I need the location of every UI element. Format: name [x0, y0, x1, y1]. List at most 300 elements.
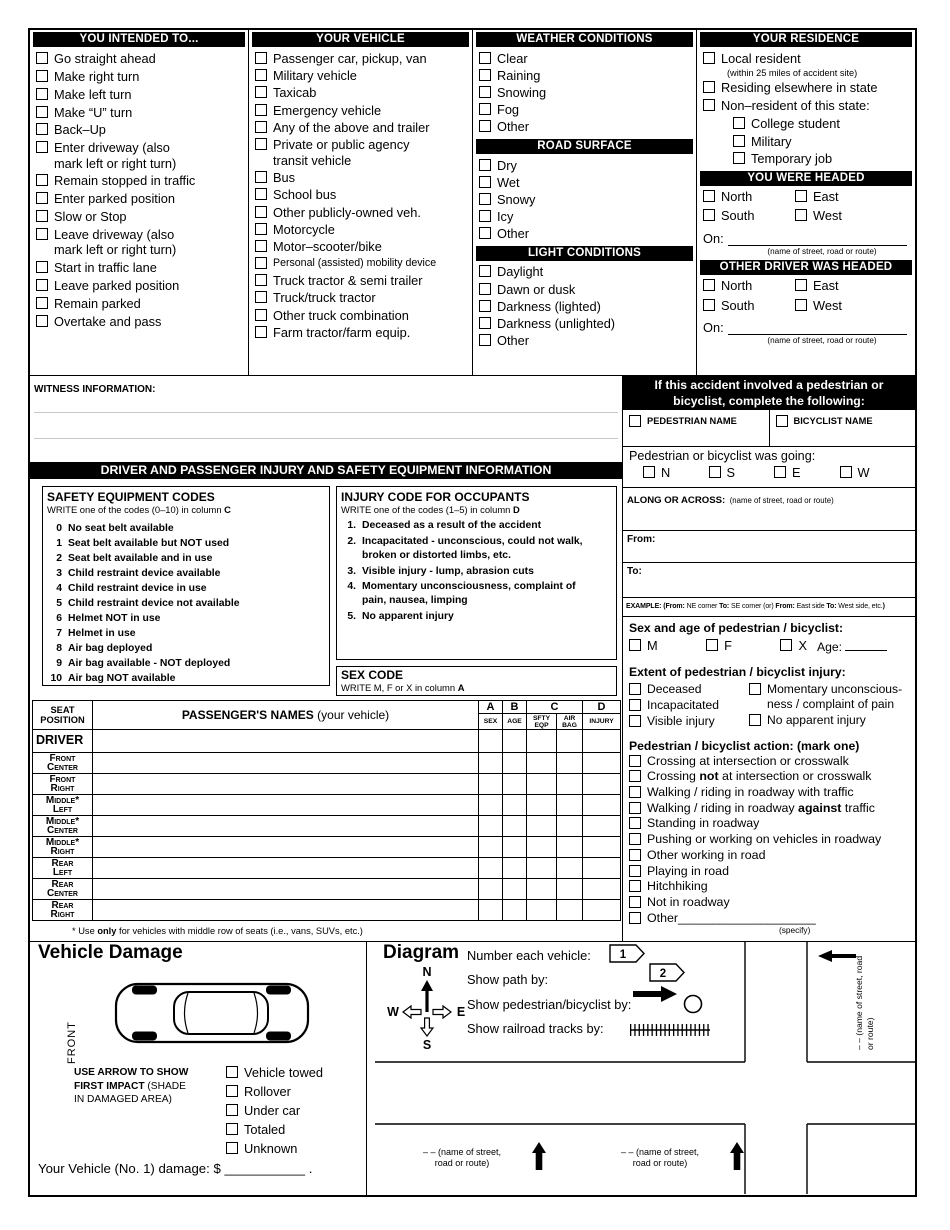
checkbox[interactable]: [479, 193, 491, 205]
checkbox-label: Icy: [497, 209, 514, 225]
checkbox[interactable]: [226, 1142, 238, 1154]
pedestrian-name-field[interactable]: [623, 410, 769, 446]
compass-w-label: W: [387, 1005, 399, 1019]
checkbox[interactable]: [255, 223, 267, 235]
safety-eqp-cell[interactable]: [527, 858, 557, 879]
checkbox[interactable]: [629, 715, 641, 727]
caption-line2: FIRST IMPACT (SHADE: [74, 1080, 186, 1092]
writing-line: [34, 412, 618, 413]
checkbox[interactable]: [703, 99, 715, 111]
checkbox-label: Truck tractor & semi trailer: [273, 273, 423, 289]
injury-cell[interactable]: [583, 837, 621, 858]
injury-cell[interactable]: [583, 858, 621, 879]
checkbox[interactable]: [255, 138, 267, 150]
safety-eqp-cell[interactable]: [527, 730, 557, 753]
checkbox-item: [795, 278, 915, 294]
checkbox-item: [479, 264, 694, 280]
injury-cell[interactable]: [583, 730, 621, 753]
code-item: [47, 567, 325, 581]
checkbox-label: Personal (assisted) mobility device: [273, 257, 437, 270]
checkbox-item: [36, 87, 246, 103]
you-headed-street-field[interactable]: [728, 233, 907, 246]
compass: [387, 965, 465, 1052]
age-cell[interactable]: [503, 774, 527, 795]
middle-section: [30, 376, 915, 942]
checkbox-label: Not in roadway: [647, 894, 730, 909]
checkbox[interactable]: [706, 639, 718, 651]
residence-column: [697, 30, 915, 375]
checkbox[interactable]: [36, 141, 48, 153]
checkbox[interactable]: [36, 315, 48, 327]
extent-options: [629, 681, 909, 730]
seat-position: Middle* Center: [33, 816, 93, 837]
checkbox[interactable]: [795, 299, 807, 311]
checkbox-label: West: [813, 208, 842, 224]
checkbox[interactable]: [479, 69, 491, 81]
checkbox[interactable]: [255, 104, 267, 116]
checkbox-item: [795, 208, 915, 224]
checkbox[interactable]: [479, 176, 491, 188]
air-bag-cell[interactable]: [557, 730, 583, 753]
checkbox[interactable]: [629, 896, 641, 908]
checkbox-item: [255, 103, 470, 119]
injury-section-title: DRIVER AND PASSENGER INJURY AND SAFETY EQUIPMENT INFORMATION: [30, 462, 622, 479]
checkbox-item: [703, 98, 913, 114]
passenger-name-cell[interactable]: [93, 730, 479, 753]
ped-along-section[interactable]: [623, 488, 915, 531]
sex-cell[interactable]: [479, 795, 503, 816]
checkbox[interactable]: [629, 849, 641, 861]
sex-cell[interactable]: [479, 900, 503, 921]
checkbox-item: [629, 698, 749, 712]
ped-extent-section: [623, 663, 915, 737]
compass-e-label: E: [456, 1005, 466, 1019]
checkbox[interactable]: [780, 639, 792, 651]
checkbox-item: [629, 816, 909, 831]
age-cell[interactable]: [503, 900, 527, 921]
checkbox[interactable]: [36, 279, 48, 291]
sex-cell[interactable]: [479, 730, 503, 753]
pedestrian-panel: [623, 376, 915, 941]
safety-eqp-cell[interactable]: [527, 816, 557, 837]
to-label: To:: [627, 566, 642, 577]
safety-eqp-cell[interactable]: [527, 900, 557, 921]
checkbox-item: [629, 801, 909, 816]
checkbox-label: Dawn or dusk: [497, 281, 576, 297]
checkbox-label: Under car: [244, 1103, 301, 1119]
code-item: [341, 580, 612, 608]
safety-eqp-cell[interactable]: [527, 795, 557, 816]
checkbox[interactable]: [479, 283, 491, 295]
checkbox[interactable]: [629, 755, 641, 767]
passenger-name-cell[interactable]: [93, 816, 479, 837]
checkbox-item: [479, 102, 694, 118]
checkbox[interactable]: [629, 786, 641, 798]
checkbox[interactable]: [255, 274, 267, 286]
checkbox-label: S: [726, 465, 736, 480]
you-headed-directions: [697, 187, 915, 226]
passenger-table: [32, 700, 621, 921]
safety-eqp-cell[interactable]: [527, 753, 557, 774]
checkbox-item: [255, 256, 470, 271]
checkbox-label: Motor–scooter/bike: [273, 239, 382, 255]
code-item: [47, 642, 325, 656]
code-text: Air bag deployed: [68, 643, 153, 654]
sex-cell[interactable]: [479, 774, 503, 795]
vehicle-damage-panel: [30, 942, 367, 1195]
other-driver-directions: [697, 276, 915, 315]
sex-code-title: SEX CODE: [341, 668, 404, 682]
checkbox-item: [479, 158, 694, 174]
checkbox-item: [733, 116, 913, 132]
checkbox[interactable]: [629, 770, 641, 782]
checkbox-label: Crossing not at intersection or crosswalk: [647, 769, 872, 784]
injury-cell[interactable]: [583, 795, 621, 816]
code-text: Momentary unconsciousness, complaint of pain, nausea, limping: [362, 581, 576, 607]
checkbox-item: [255, 290, 470, 306]
safety-eqp-cell[interactable]: [527, 879, 557, 900]
west-arrow: [403, 1006, 421, 1018]
checkbox[interactable]: [226, 1123, 238, 1135]
checkbox-item: [36, 296, 246, 312]
checkbox-item: [36, 209, 246, 225]
seat-row: [33, 730, 621, 753]
injury-cell[interactable]: [583, 879, 621, 900]
checkbox[interactable]: [36, 123, 48, 135]
safety-eqp-cell[interactable]: [527, 837, 557, 858]
age-cell[interactable]: [503, 730, 527, 753]
code-number: 9: [56, 658, 62, 669]
car-cabin: [174, 992, 268, 1034]
checkbox-label: Remain stopped in traffic: [54, 173, 196, 189]
code-item: [341, 565, 612, 579]
checkbox[interactable]: [749, 683, 761, 695]
vehicle-checklist: [249, 48, 472, 341]
code-number: 3: [56, 568, 62, 579]
checkbox[interactable]: [226, 1066, 238, 1078]
checkbox-label: North: [721, 278, 753, 294]
checkbox-item: [703, 298, 795, 314]
checkbox[interactable]: [255, 206, 267, 218]
checkbox-item: [629, 638, 658, 654]
checkbox-label: Snowing: [497, 84, 547, 100]
passenger-name-cell[interactable]: [93, 858, 479, 879]
seat-position: Rear Right: [33, 900, 93, 921]
checkbox[interactable]: [255, 69, 267, 81]
air-bag-cell[interactable]: [557, 774, 583, 795]
checkbox-label: M: [647, 638, 658, 653]
checkbox[interactable]: [36, 297, 48, 309]
code-item: [47, 657, 325, 671]
checkbox-item: [479, 333, 694, 349]
checkbox-label: North: [721, 188, 753, 204]
safety-codes-title: SAFETY EQUIPMENT CODES: [47, 490, 215, 504]
air-bag-cell[interactable]: [557, 858, 583, 879]
air-bag-cell[interactable]: [557, 879, 583, 900]
checkbox-label: South: [721, 208, 755, 224]
safety-eqp-subheader: SFTY EQP: [527, 714, 557, 730]
checkbox[interactable]: [255, 257, 267, 269]
checkbox-label: West: [813, 297, 842, 313]
vehicle-2-number: 2: [659, 968, 667, 980]
passenger-name-cell[interactable]: [93, 774, 479, 795]
checkbox-label: College student: [751, 115, 840, 131]
checkbox[interactable]: [36, 192, 48, 204]
checkbox-label: Pushing or working on vehicles in roadway: [647, 832, 882, 847]
checkbox-item: [479, 282, 694, 298]
seat-row: [33, 816, 621, 837]
sex-cell[interactable]: [479, 837, 503, 858]
injury-cell[interactable]: [583, 900, 621, 921]
checkbox-item: [749, 682, 909, 711]
sex-cell[interactable]: [479, 879, 503, 900]
checkbox[interactable]: [479, 317, 491, 329]
checkbox[interactable]: [255, 240, 267, 252]
checkbox-item: [749, 713, 909, 727]
sex-cell[interactable]: [479, 858, 503, 879]
code-text: Helmet in use: [68, 628, 136, 639]
checkbox[interactable]: [36, 88, 48, 100]
checkbox[interactable]: [479, 227, 491, 239]
checkbox-item: [255, 325, 470, 341]
checkbox-item: [479, 119, 694, 135]
checkbox[interactable]: [629, 699, 641, 711]
checkbox[interactable]: [795, 209, 807, 221]
checkbox[interactable]: [255, 121, 267, 133]
checkbox[interactable]: [36, 261, 48, 273]
age-cell[interactable]: [503, 816, 527, 837]
on-label: On:: [703, 320, 724, 336]
air-bag-cell[interactable]: [557, 816, 583, 837]
checkbox-item: [479, 316, 694, 332]
street-note-line2: road or route): [632, 1157, 688, 1168]
checkbox[interactable]: [36, 70, 48, 82]
checkbox[interactable]: [629, 833, 641, 845]
checkbox-item: [733, 151, 913, 167]
checkbox-item: [255, 68, 470, 84]
air-bag-cell[interactable]: [557, 900, 583, 921]
checkbox-item: [255, 137, 470, 168]
seat-position: Front Center: [33, 753, 93, 774]
light-conditions-header: LIGHT CONDITIONS: [476, 246, 693, 261]
checkbox[interactable]: [774, 466, 786, 478]
checkbox[interactable]: [479, 159, 491, 171]
passenger-name-cell[interactable]: [93, 795, 479, 816]
sex-cell[interactable]: [479, 816, 503, 837]
injury-cell[interactable]: [583, 774, 621, 795]
checkbox[interactable]: [643, 466, 655, 478]
age-cell[interactable]: [503, 858, 527, 879]
age-field: [817, 640, 887, 654]
witness-information-area[interactable]: [30, 376, 622, 462]
checkbox[interactable]: [255, 291, 267, 303]
checkbox-label: Incapacitated: [647, 698, 719, 713]
you-headed-on-row: [703, 231, 907, 246]
checkbox-item: [255, 239, 470, 255]
injury-cell[interactable]: [583, 816, 621, 837]
checkbox-label: N: [661, 465, 671, 480]
air-bag-cell[interactable]: [557, 753, 583, 774]
checkbox[interactable]: [629, 865, 641, 877]
checkbox-label: Overtake and pass: [54, 313, 162, 329]
checkbox[interactable]: [479, 103, 491, 115]
from-label: From:: [627, 534, 656, 545]
checkbox-item: [36, 227, 246, 258]
checkbox[interactable]: [479, 300, 491, 312]
checkbox[interactable]: [703, 52, 715, 64]
checkbox[interactable]: [36, 106, 48, 118]
code-item: [47, 522, 325, 536]
injury-codes-list: [341, 519, 612, 624]
age-cell[interactable]: [503, 879, 527, 900]
passenger-name-cell[interactable]: [93, 837, 479, 858]
checkbox[interactable]: [255, 188, 267, 200]
ped-action-section: [623, 737, 915, 941]
checkbox[interactable]: [629, 817, 641, 829]
checkbox[interactable]: [629, 683, 641, 695]
checkbox[interactable]: [703, 299, 715, 311]
sex-subheader: SEX: [479, 714, 503, 730]
safety-eqp-cell[interactable]: [527, 774, 557, 795]
code-text: Child restraint device in use: [68, 583, 207, 594]
checkbox-label: Playing in road: [647, 863, 729, 878]
checkbox[interactable]: [255, 52, 267, 64]
checkbox[interactable]: [703, 81, 715, 93]
checkbox[interactable]: [703, 190, 715, 202]
checkbox-label: Residing elsewhere in state: [721, 80, 878, 96]
damage-amount-field[interactable]: Your Vehicle (No. 1) damage: $ ___________ .: [38, 1161, 313, 1176]
code-text: Child restraint device not available: [68, 598, 240, 609]
seat-row: [33, 837, 621, 858]
checkbox-label: F: [724, 638, 732, 653]
checkbox[interactable]: [226, 1085, 238, 1097]
extent-right-column: [749, 681, 909, 730]
checkbox[interactable]: [36, 174, 48, 186]
checkbox[interactable]: [629, 880, 641, 892]
sex-cell[interactable]: [479, 753, 503, 774]
checkbox-item: [36, 260, 246, 276]
damage-caption: [74, 1066, 224, 1107]
damage-options: [226, 1062, 323, 1160]
checkbox-label: Walking / riding in roadway against traffic: [647, 800, 875, 815]
code-number: 1.: [347, 520, 356, 531]
other-driver-street-field[interactable]: [728, 322, 907, 335]
checkbox[interactable]: [479, 120, 491, 132]
age-cell[interactable]: [503, 837, 527, 858]
checkbox[interactable]: [36, 210, 48, 222]
injury-cell[interactable]: [583, 753, 621, 774]
age-cell[interactable]: [503, 753, 527, 774]
ped-name-fields: [623, 410, 915, 447]
code-number: 5.: [347, 611, 356, 623]
age-cell[interactable]: [503, 795, 527, 816]
checkbox[interactable]: [36, 52, 48, 64]
checkbox[interactable]: [36, 228, 48, 240]
pedestrian-name-checkbox[interactable]: [629, 415, 641, 427]
show-railroad-label: Show railroad tracks by:: [467, 1021, 604, 1036]
passenger-name-cell[interactable]: [93, 879, 479, 900]
checkbox[interactable]: [479, 334, 491, 346]
checkbox[interactable]: [733, 152, 745, 164]
ped-to-field[interactable]: [623, 563, 915, 598]
checkbox-item: [774, 465, 840, 481]
checkbox[interactable]: [709, 466, 721, 478]
checkbox[interactable]: [255, 309, 267, 321]
column-b-header: B: [503, 701, 527, 714]
checkbox-item: [780, 638, 807, 654]
caption-line1: USE ARROW TO SHOW: [74, 1067, 189, 1078]
checkbox[interactable]: [479, 52, 491, 64]
seat-position: Front Right: [33, 774, 93, 795]
seat-row: [33, 795, 621, 816]
checkbox[interactable]: [795, 279, 807, 291]
code-text: No seat belt available: [68, 523, 174, 534]
seat-row: [33, 753, 621, 774]
checkbox-label: Remain parked: [54, 295, 141, 311]
checkbox-item: [479, 175, 694, 191]
checkbox-label: South: [721, 297, 755, 313]
checkbox[interactable]: [479, 265, 491, 277]
checkbox[interactable]: [733, 117, 745, 129]
checkbox-item: [629, 895, 909, 910]
checkbox[interactable]: [255, 171, 267, 183]
age-label: Age:: [817, 639, 843, 654]
seat-position: Middle* Left: [33, 795, 93, 816]
air-bag-cell[interactable]: [557, 837, 583, 858]
passenger-table-body: [33, 730, 621, 921]
air-bag-cell[interactable]: [557, 795, 583, 816]
checkbox[interactable]: [479, 86, 491, 98]
checkbox-item: [733, 134, 913, 150]
car-top-view-diagram[interactable]: [110, 976, 316, 1052]
checkbox[interactable]: [733, 135, 745, 147]
checkbox-item: [703, 278, 795, 294]
checkbox-label: Visible injury: [647, 713, 715, 728]
sex-options: [629, 638, 807, 654]
seat-position: Rear Center: [33, 879, 93, 900]
age-input-line[interactable]: [845, 640, 887, 651]
checkbox[interactable]: [629, 802, 641, 814]
bicyclist-name-checkbox[interactable]: [776, 415, 788, 427]
ped-from-field[interactable]: [623, 531, 915, 563]
code-item: [341, 535, 612, 563]
checkbox[interactable]: [795, 190, 807, 202]
passenger-name-cell[interactable]: [93, 753, 479, 774]
bicyclist-name-field[interactable]: [769, 410, 916, 446]
checkbox-item: [629, 769, 909, 784]
passenger-name-cell[interactable]: [93, 900, 479, 921]
checkbox[interactable]: [840, 466, 852, 478]
checkbox[interactable]: [703, 279, 715, 291]
seat-header-line1: SEAT: [50, 705, 75, 715]
vehicle-2-marker: [650, 964, 684, 981]
checkbox[interactable]: [226, 1104, 238, 1116]
checkbox[interactable]: [629, 912, 641, 924]
checkbox-label: Totaled: [244, 1122, 286, 1138]
checkbox[interactable]: [255, 86, 267, 98]
checkbox[interactable]: [703, 209, 715, 221]
checkbox[interactable]: [479, 210, 491, 222]
on-label: On:: [703, 231, 724, 247]
checkbox[interactable]: [629, 639, 641, 651]
checkbox[interactable]: [749, 714, 761, 726]
ped-going-section: [623, 447, 915, 488]
checkbox[interactable]: [255, 326, 267, 338]
diagram-title: Diagram: [383, 942, 460, 963]
checkbox-item: [226, 1141, 323, 1157]
other-driver-street-note: (name of street, road or route): [767, 336, 877, 346]
north-up-arrow-1: [532, 1142, 546, 1170]
